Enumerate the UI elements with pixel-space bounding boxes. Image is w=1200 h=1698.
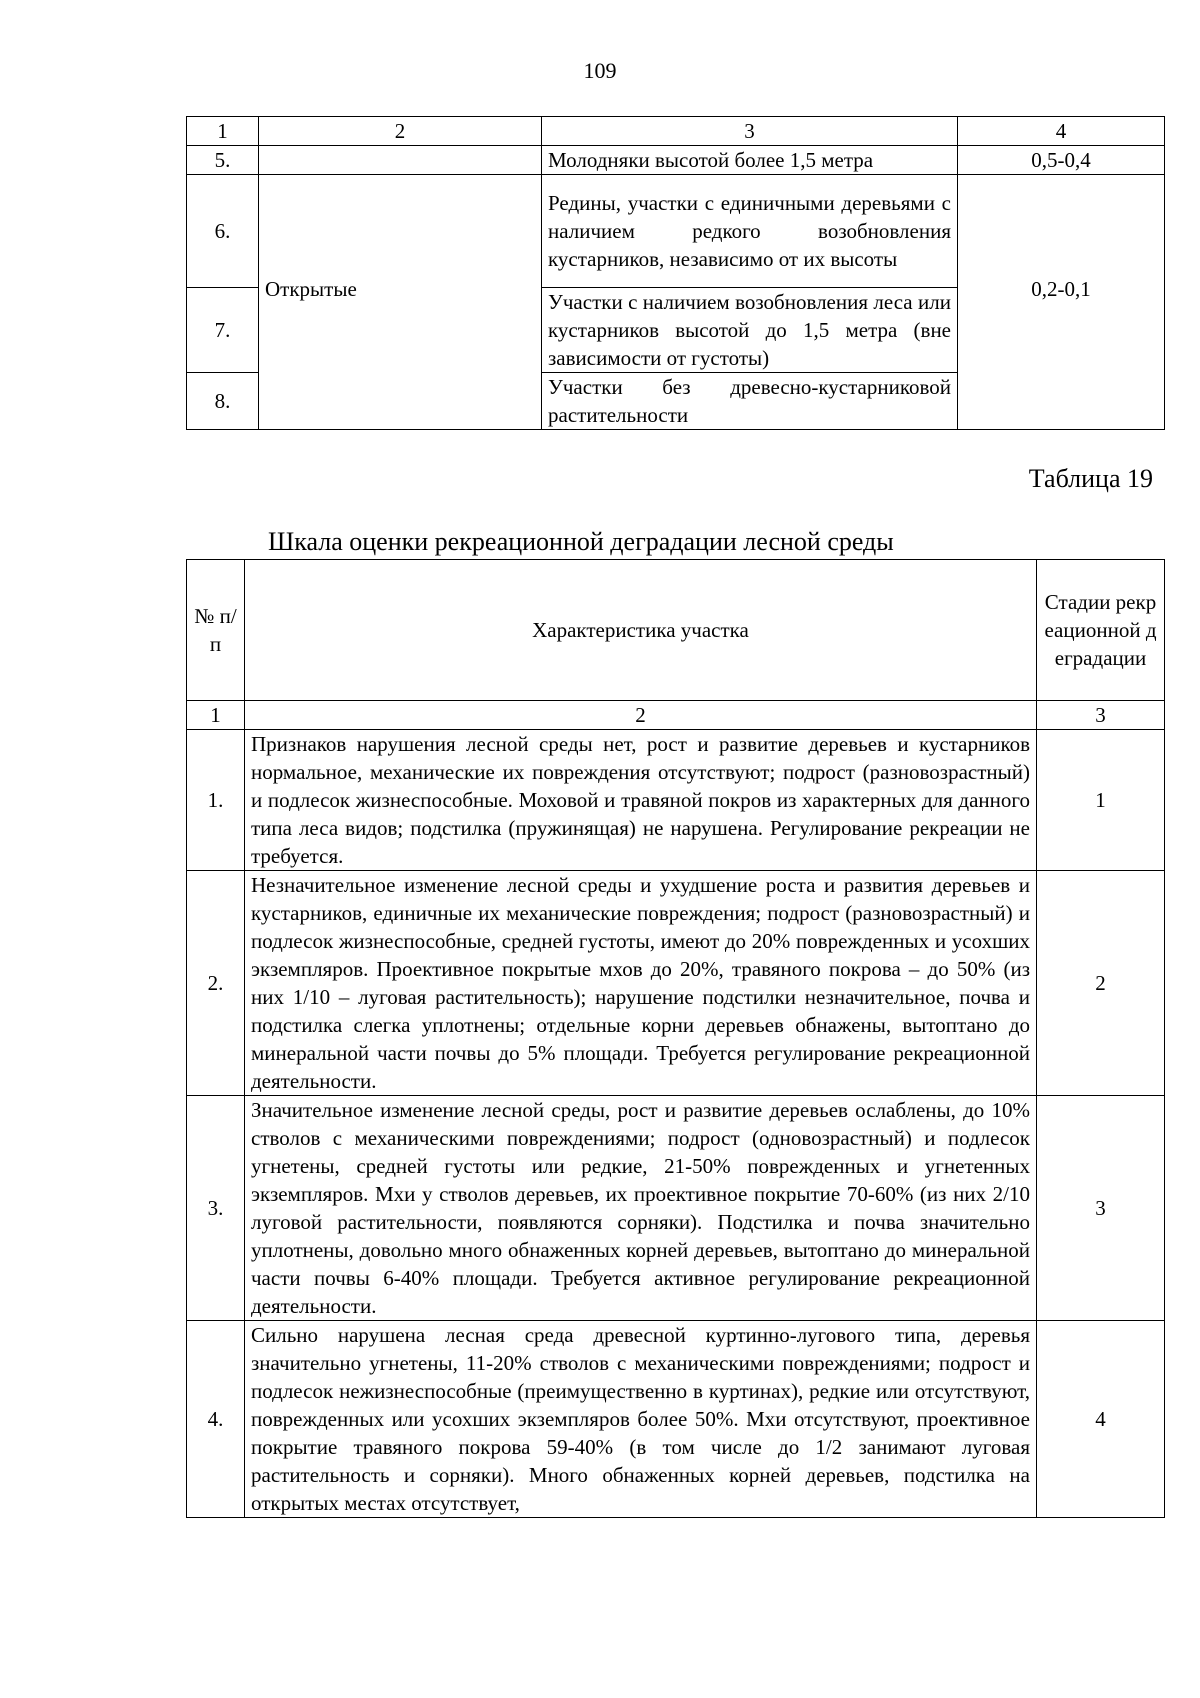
table-row: [187, 175, 1165, 288]
table-cell: 3: [1037, 701, 1165, 730]
row-number: 1.: [187, 730, 245, 871]
area-description: Молодняки высотой более 1,5 метра: [542, 146, 958, 175]
row-number: 5.: [187, 146, 259, 175]
table-title: Шкала оценки рекреационной деградации лесной среды: [268, 527, 894, 556]
row-number: 6.: [187, 175, 259, 288]
table-cell: 4: [958, 117, 1165, 146]
row-number: 7.: [187, 288, 259, 373]
column-numbers-row: [187, 701, 1165, 730]
area-description: Редины, участки с единичными деревьями с наличием редкого возобновления кустарников, независимо от их высоты: [542, 175, 958, 288]
coefficient: 0,2-0,1: [958, 175, 1165, 430]
table-cell: 2: [259, 117, 542, 146]
header-stage: Стадии рекреационной деградации: [1037, 560, 1165, 701]
table-row: [187, 1096, 1165, 1321]
row-number: 2.: [187, 871, 245, 1096]
table-header-row: [187, 117, 1165, 146]
row-number: 3.: [187, 1096, 245, 1321]
coefficient: 0,5-0,4: [958, 146, 1165, 175]
area-type: [259, 146, 542, 175]
table-row: [187, 1321, 1165, 1518]
header-description: Характеристика участка: [245, 560, 1037, 701]
row-stage: 2: [1037, 871, 1165, 1096]
row-stage: 4: [1037, 1321, 1165, 1518]
row-number: 4.: [187, 1321, 245, 1518]
table-cell: 1: [187, 117, 259, 146]
table-cell: 1: [187, 701, 245, 730]
vegetation-table: [186, 116, 1165, 430]
header-number: № п/п: [187, 560, 245, 701]
table-cell: 2: [245, 701, 1037, 730]
row-stage: 1: [1037, 730, 1165, 871]
area-description: Участки без древесно-кустарниковой растительности: [542, 373, 958, 430]
row-description: Значительное изменение лесной среды, рост и развитие деревьев ослаблены, до 10% стволов с механическими повреждениями; подрост (одновозрастный) и подлесок угнетены, средней густоты или редкие, 21-50% поврежденных и угнетенных экземпляров. Мхи у стволов деревьев, их проективное покрытие 70-60% (из них 2/10 луговой растительности, появляются сорняки). Подстилка и почва значительно уплотнены, довольно много обнаженных корней деревьев, вытоптано до минеральной части почвы 6-40% площади. Требуется активное регулирование рекреационной деятельности.: [245, 1096, 1037, 1321]
table-row: [187, 871, 1165, 1096]
area-type: Открытые: [259, 175, 542, 430]
area-description: Участки с наличием возобновления леса или кустарников высотой до 1,5 метра (вне зависимости от густоты): [542, 288, 958, 373]
table-header-row: [187, 560, 1165, 701]
row-description: Признаков нарушения лесной среды нет, рост и развитие деревьев и кустарников нормальное, механические их повреждения отсутствуют; подрост (разновозрастный) и подлесок жизнеспособные. Моховой и травяной покров из характерных для данного типа леса видов; подстилка (пружинящая) не нарушена. Регулирование рекреации не требуется.: [245, 730, 1037, 871]
table-cell: 3: [542, 117, 958, 146]
page-number: 109: [583, 58, 617, 83]
table-row: [187, 730, 1165, 871]
row-description: Сильно нарушена лесная среда древесной куртинно-лугового типа, деревья значительно угнетены, 11-20% стволов с механическими повреждениями; подрост и подлесок нежизнеспособные (преимущественно в куртинах), редкие или отсутствуют, поврежденных или усохших экземпляров более 50%. Мхи отсутствуют, проективное покрытие травяного покрова 59-40% (в том числе до 1/2 занимают луговая растительность и сорняки). Много обнаженных корней деревьев, подстилка на открытых местах отсутствует,: [245, 1321, 1037, 1518]
row-number: 8.: [187, 373, 259, 430]
table-label: Таблица 19: [1028, 464, 1153, 493]
row-description: Незначительное изменение лесной среды и ухудшение роста и развития деревьев и кустарников, единичные их механические повреждения; подрост (разновозрастный) и подлесок жизнеспособные, средней густоты, имеют до 20% поврежденных и усохших экземпляров. Проективное покрытые мхов до 20%, травяного покрова – до 50% (из них 1/10 – луговая растительность); нарушение подстилки незначительное, почва и подстилка слегка уплотнены; отдельные корни деревьев обнажены, вытоптано до минеральной части почвы до 5% площади. Требуется регулирование рекреационной деятельности.: [245, 871, 1037, 1096]
degradation-scale-table: [186, 559, 1165, 1518]
table-row: [187, 146, 1165, 175]
row-stage: 3: [1037, 1096, 1165, 1321]
